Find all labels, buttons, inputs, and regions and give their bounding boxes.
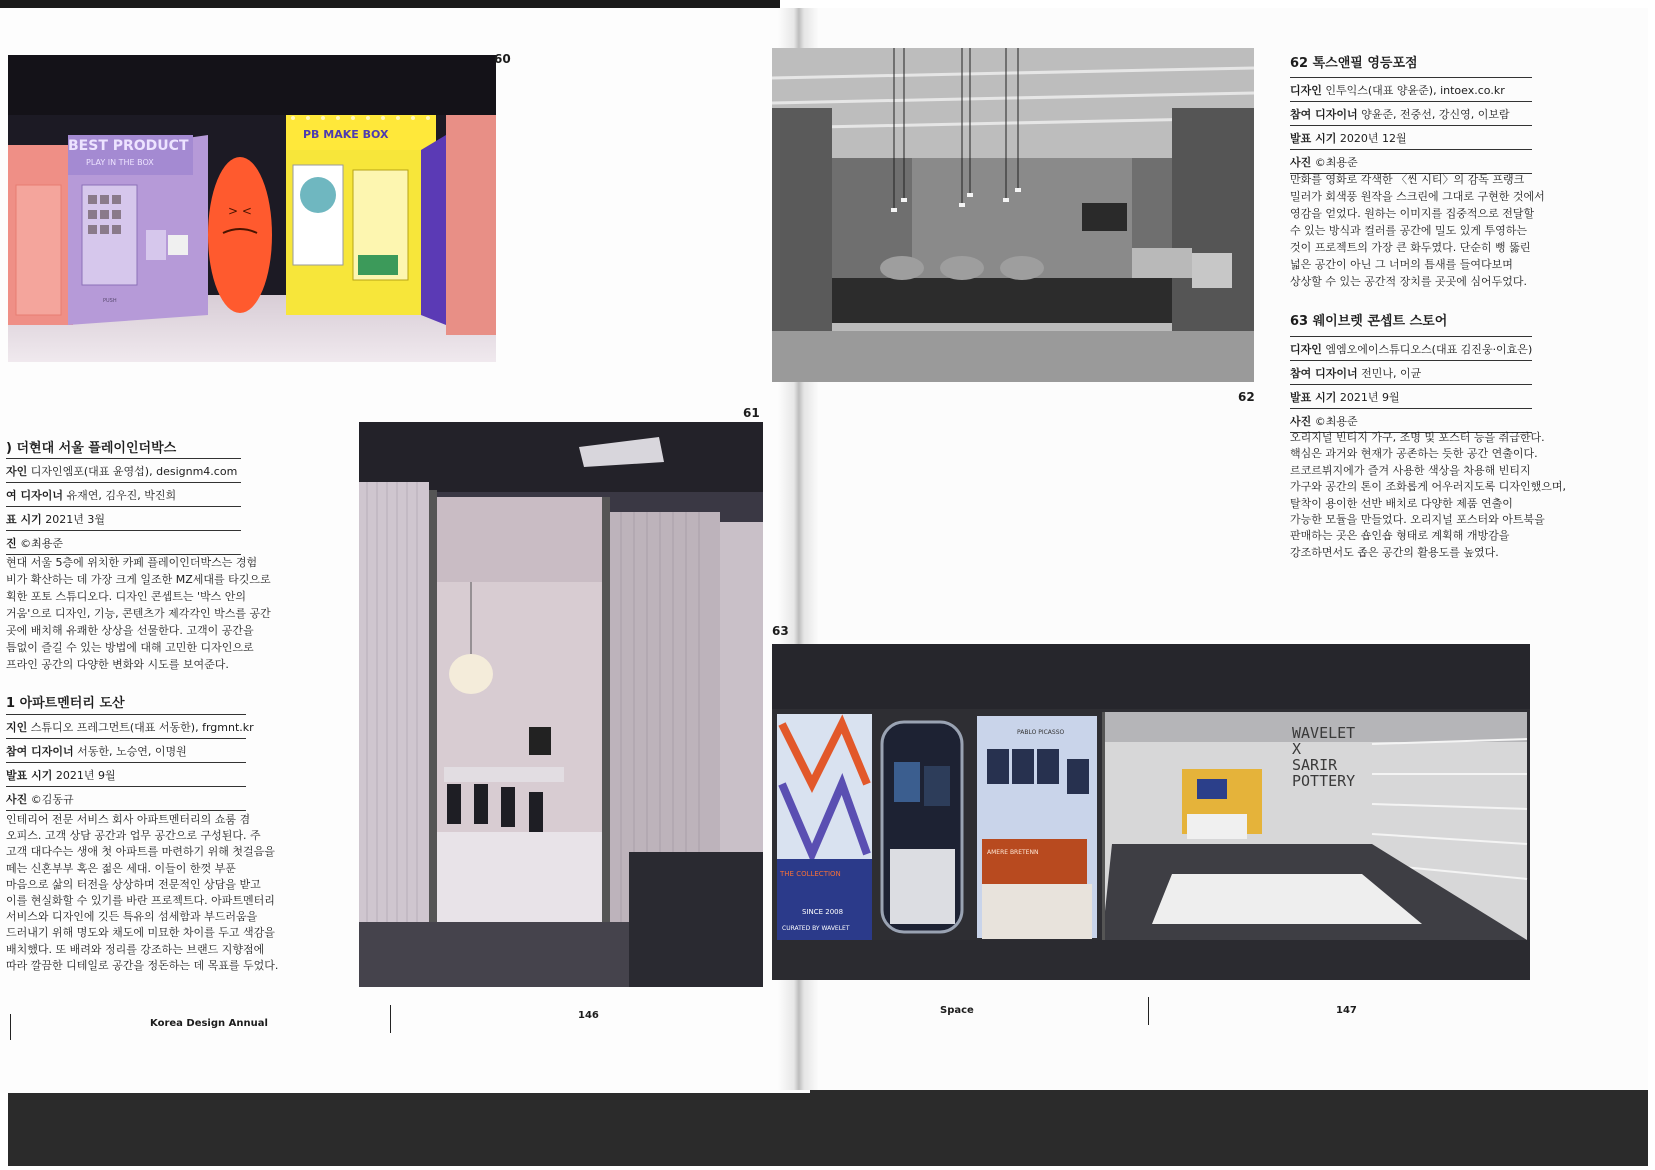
- entry-61-row-label: 지인: [6, 721, 28, 734]
- entry-61-text-line: 이를 현실화할 수 있기를 바란 프로젝트다. 아파트멘터리: [6, 894, 275, 908]
- entry-62-row-label: 참여 디자이너: [1290, 108, 1358, 121]
- footer-divider: [10, 1014, 11, 1040]
- entry-63-text-line: 판매하는 곳은 숍인숍 형태로 계획해 개방감을: [1290, 529, 1510, 543]
- entry-61-row-label: 참여 디자이너: [6, 745, 74, 758]
- entry-60-text-line: 비가 확산하는 데 가장 크게 일조한 MZ세대를 타깃으로: [6, 573, 271, 586]
- entry-62-title: 62 톡스앤필 영등포점: [1290, 56, 1418, 71]
- entry-60-row-value: 2021년 3월: [41, 513, 105, 526]
- entry-61-row-label: 발표 시기: [6, 769, 53, 782]
- entry-61-description: [6, 812, 279, 974]
- entry-63-row-label: 참여 디자이너: [1290, 367, 1358, 380]
- entry-62-row-value: 인투익스(대표 양윤준), intoex.co.kr: [1321, 84, 1505, 97]
- entry-61-row-label: 사진: [6, 793, 28, 806]
- entry-60-row-value: 디자인엠포(대표 윤영섭), designm4.com: [27, 465, 238, 478]
- entry-61-row-value: 서동한, 노승연, 이명원: [73, 745, 187, 758]
- entry-61-row-value: 스튜디오 프레그먼트(대표 서동한), frgmnt.kr: [27, 721, 254, 734]
- entry-63-row-label: 디자인: [1290, 343, 1322, 356]
- p63-window-since-text: SINCE 2008: [802, 908, 844, 916]
- entry-60-row: [6, 530, 241, 555]
- entry-62-text-line: 영감을 얻었다. 원하는 이미지를 집중적으로 전달할: [1290, 207, 1535, 220]
- entry-60-text-line: 곳에 배치해 유쾌한 상상을 선물한다. 고객이 공간을: [6, 624, 254, 637]
- entry-62-row: [1290, 101, 1532, 125]
- entry-62-text-line: 넓은 공간이 아닌 그 너머의 틈새를 들여다보며: [1290, 258, 1513, 271]
- entry-62-text-line: 수 있는 방식과 컬러를 공간에 밀도 있게 투영하는: [1290, 224, 1527, 237]
- entry-63-row-value: 2021년 9월: [1336, 391, 1400, 404]
- p60-sign-play-in-the-box: PLAY IN THE BOX: [86, 158, 154, 167]
- photo-61-apartmentary-dosan: [359, 422, 763, 987]
- entry-62-row-label: 디자인: [1290, 84, 1322, 97]
- entry-60-row-label: 진: [6, 537, 17, 550]
- entry-60-row-value: ©최용준: [16, 537, 64, 550]
- entry-62-row: [1290, 125, 1532, 149]
- p63-store-sign-line1: WAVELET: [1292, 724, 1356, 742]
- entry-63-row-value: ©최용준: [1311, 415, 1358, 428]
- entry-63-row: [1290, 336, 1532, 360]
- entry-60-row: [6, 458, 241, 482]
- entry-60-text-line: 거움'으로 디자인, 기능, 콘텐츠가 제각각인 박스를 공간: [6, 607, 271, 620]
- entry-60-row-value: 유재연, 김우진, 박진희: [62, 489, 177, 502]
- entry-63-row-label: 발표 시기: [1290, 391, 1337, 404]
- image-number-62: 62: [1238, 390, 1255, 404]
- entry-63-text-line: 르코르뷔지에가 즐겨 사용한 색상을 차용해 빈티지: [1290, 463, 1531, 477]
- entry-63-text-line: 오리지널 빈티지 가구, 조명 및 포스터 등을 취급한다.: [1290, 431, 1545, 444]
- footer-publication-title: Korea Design Annual: [150, 1018, 268, 1029]
- entry-63-row: [1290, 360, 1532, 384]
- entry-63-row-value: 엠엠오에이스튜디오스(대표 김진웅·이효은): [1321, 343, 1533, 356]
- p63-counter-text: AMERE BRETENN: [987, 849, 1039, 856]
- p63-poster-name: PABLO PICASSO: [1017, 729, 1065, 736]
- entry-62-text-line: 것이 프로젝트의 가장 큰 화두였다. 단순히 뻥 뚫린: [1290, 241, 1531, 254]
- p63-store-sign-line3: SARIR: [1292, 756, 1338, 774]
- p60-push-label: PUSH: [103, 298, 117, 304]
- entry-60-row-label: 자인: [6, 465, 28, 478]
- entry-61-credits: [6, 714, 254, 811]
- entry-61-text-line: 오피스. 고객 상담 공간과 업무 공간으로 구성된다. 주: [6, 829, 261, 843]
- entry-61-row: [6, 762, 246, 786]
- p63-window-collection-text: THE COLLECTION: [780, 870, 841, 878]
- entry-60-text-line: 프라인 공간의 다양한 변화와 시도를 보여준다.: [6, 658, 229, 671]
- entry-61-text-line: 마음으로 삶의 터전을 상상하며 전문적인 상담을 받고: [6, 877, 261, 891]
- entry-63-row: [1290, 384, 1532, 408]
- footer-divider: [1148, 997, 1149, 1025]
- entry-63-text-line: 강조하면서도 좁은 공간의 활용도를 높였다.: [1290, 545, 1499, 559]
- entry-60-credits: [6, 458, 241, 555]
- entry-62-row-value: 2020년 12월: [1336, 132, 1407, 145]
- entry-62-row-value: 양윤준, 전중선, 강신영, 이보람: [1357, 108, 1510, 121]
- p63-window-curated-text: CURATED BY WAVELET: [782, 925, 850, 932]
- entry-63-row-value: 전민나, 이균: [1357, 367, 1422, 380]
- entry-61-row-value: ©김동규: [27, 793, 74, 806]
- image-number-60: 60: [494, 52, 511, 66]
- page-number-147: 147: [1336, 1005, 1357, 1016]
- svg-text:> <: > <: [228, 204, 252, 218]
- entry-63-credits: [1290, 336, 1532, 433]
- entry-60-description: [6, 554, 271, 673]
- entry-61-text-line: 떼는 신혼부부 혹은 젊은 세대. 이들이 한껏 부푼: [6, 861, 236, 875]
- entry-61-title: 1 아파트멘터리 도산: [6, 696, 125, 711]
- entry-63-text-line: 탈착이 용이한 선반 배치로 다양한 제품 연출이: [1290, 496, 1513, 510]
- entry-63-row-label: 사진: [1290, 415, 1312, 428]
- entry-61-text-line: 드러내기 위해 명도와 채도에 미묘한 차이를 두고 색감을: [6, 926, 275, 940]
- entry-63-text-line: 가능한 모듈을 만들었다. 오리지널 포스터와 아트북을: [1290, 513, 1545, 527]
- photo-60-play-in-the-box: [8, 55, 496, 362]
- entry-60-text-line: 획한 포토 스튜디오다. 디자인 콘셉트는 '박스 안의: [6, 590, 247, 603]
- entry-60-row-label: 표 시기: [6, 513, 42, 526]
- entry-63-description: [1290, 430, 1567, 561]
- entry-60-text-line: 현대 서울 5층에 위치한 카페 플레이인더박스는 경험: [6, 556, 258, 569]
- photo-62-toxnfill-yeongdeungpo: [772, 48, 1254, 382]
- entry-61-text-line: 배치했다. 또 배려와 정리를 강조하는 브랜드 지향점에: [6, 942, 265, 956]
- entry-62-credits: [1290, 77, 1532, 174]
- entry-62-row-value: ©최용준: [1311, 156, 1358, 169]
- entry-61-text-line: 고객 대다수는 생애 첫 아파트를 마련하기 위해 첫걸음을: [6, 845, 275, 859]
- image-number-61: 61: [743, 406, 760, 420]
- entry-62-row-label: 사진: [1290, 156, 1312, 169]
- entry-61-row-value: 2021년 9월: [52, 769, 116, 782]
- scan-bottom-edge: [8, 1090, 1648, 1166]
- page-number-146: 146: [578, 1010, 599, 1021]
- entry-61-row: [6, 786, 246, 811]
- entry-62-row: [1290, 77, 1532, 101]
- entry-61-row: [6, 738, 246, 762]
- entry-60-row-label: 여 디자이너: [6, 489, 63, 502]
- image-number-63: 63: [772, 624, 789, 638]
- entry-63-title: 63 웨이브렛 콘셉트 스토어: [1290, 314, 1448, 329]
- p63-store-sign-line4: POTTERY: [1292, 772, 1356, 790]
- p60-sign-best-product: BEST PRODUCT: [68, 138, 189, 154]
- entry-61-text-line: 서비스와 디자인에 깃든 특유의 섬세함과 부드러움을: [6, 910, 258, 924]
- photo-63-wavelet-concept-store: [772, 644, 1530, 980]
- entry-63-text-line: 가구와 공간의 톤이 조화롭게 어우러지도록 디자인했으며,: [1290, 480, 1567, 494]
- entry-60-text-line: 틈없이 즐길 수 있는 방법에 대해 고민한 디자인으로: [6, 641, 254, 654]
- entry-62-text-line: 밀러가 회색풍 원작을 스크린에 그대로 구현한 것에서: [1290, 190, 1545, 203]
- entry-61-row: [6, 714, 254, 738]
- entry-62-text-line: 만화를 영화로 각색한 〈씬 시티〉의 감독 프랭크: [1290, 173, 1525, 186]
- p60-marquee-pb-make-box: PB MAKE BOX: [303, 128, 389, 141]
- footer-section-title: Space: [940, 1005, 974, 1016]
- p63-store-sign-line2: X: [1292, 740, 1302, 758]
- entry-61-text-line: 따라 깔끔한 디테일로 공간을 정돈하는 데 목표를 두었다.: [6, 958, 279, 972]
- entry-60-title: ) 더현대 서울 플레이인더박스: [6, 441, 177, 456]
- entry-62-text-line: 상상할 수 있는 공간적 장치를 곳곳에 심어두었다.: [1290, 275, 1527, 288]
- entry-60-row: [6, 506, 241, 530]
- entry-62-description: [1290, 171, 1545, 290]
- entry-60-row: [6, 482, 241, 506]
- footer-divider: [390, 1005, 391, 1033]
- entry-62-row-label: 발표 시기: [1290, 132, 1337, 145]
- entry-61-text-line: 인테리어 전문 서비스 회사 아파트멘터리의 쇼룸 겸: [6, 813, 251, 826]
- entry-63-text-line: 핵심은 과거와 현재가 공존하는 듯한 공간 연출이다.: [1290, 447, 1538, 461]
